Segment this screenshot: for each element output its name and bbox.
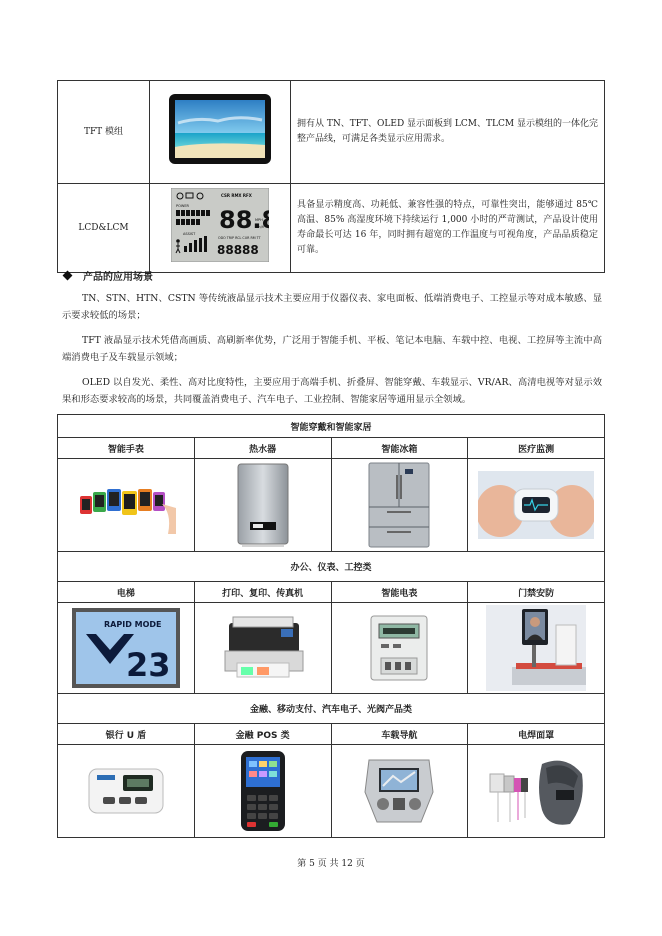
car-navigation-image — [331, 745, 468, 838]
printer-image — [194, 603, 331, 694]
app-label: 车载导航 — [331, 724, 468, 745]
elevator-mode-text: RAPID MODE — [103, 620, 162, 629]
app-label: 门禁安防 — [468, 582, 605, 603]
section-heading-text: 产品的应用场景 — [83, 272, 153, 283]
lcd-top-labels: CSR RMX RFX — [221, 193, 252, 198]
page-footer: 第 5 页 共 12 页 — [297, 859, 365, 869]
section-heading — [64, 268, 153, 283]
app-label: 智能电表 — [331, 582, 468, 603]
application-table — [57, 414, 605, 838]
paragraph: TFT 液晶显示技术凭借高画质、高刷新率优势，广泛用于智能手机、平板、笔记本电脑、车载中控、电视、工控屏等主流中高端消费电子及车载显示领域； — [62, 335, 602, 363]
product-table — [57, 80, 605, 273]
elevator-floor-digits: 23 — [125, 646, 171, 684]
product-description: 拥有从 TN、TFT、OLED 显示面板到 LCM、TLCM 显示模组的一体化完整产品线，可满足各类显示应用需求。 — [291, 81, 605, 184]
welding-mask-image — [468, 745, 605, 838]
usb-key-image — [58, 745, 195, 838]
tablet-beach-screen-image — [150, 81, 291, 184]
lcd-bottom-digits: 88888 — [217, 243, 259, 257]
pos-terminal-image — [194, 745, 331, 838]
group-title: 金融、移动支付、汽车电子、光阀产品类 — [58, 694, 605, 724]
diamond-bullet-icon — [63, 271, 73, 281]
medical-monitor-image — [468, 459, 605, 552]
lcd-big-digits: 88. — [219, 206, 262, 234]
lcd-unit-kmh: Km/h — [255, 225, 265, 229]
product-name: TFT 模组 — [58, 81, 150, 184]
elevator-display-image — [58, 603, 195, 694]
segment-lcd-display-image — [150, 184, 291, 273]
lcd-assist-label: ASSIST — [183, 232, 196, 236]
water-heater-image — [194, 459, 331, 552]
fridge-image — [331, 459, 468, 552]
lcd-bottom-labels: ODO TRIP RCL CUR RM TT — [218, 236, 261, 240]
paragraph: OLED 以自发光、柔性、高对比度特性，主要应用于高端手机、折叠屏、智能穿戴、车载显示、VR/AR、高清电视等对显示效果和形态要求较高的场景，共同覆盖消费电子、汽车电子、工业控制、智能家居等通用显示全领域。 — [62, 377, 602, 405]
group-title: 办公、仪表、工控类 — [58, 552, 605, 582]
app-label: 电梯 — [58, 582, 195, 603]
app-label: 热水器 — [194, 438, 331, 459]
app-label: 智能冰箱 — [331, 438, 468, 459]
lcd-power-label: POWER — [176, 204, 189, 208]
product-description: 具备显示精度高、功耗低、兼容性强的特点，可靠性突出，能够通过 85℃高温、85% 高湿度环境下持续运行 1,000 小时的严苛测试，产品设计使用寿命最长可达 16 年，同时拥有超宽的工作温度与可视角度，产品品质稳定可靠。 — [291, 184, 605, 273]
app-label: 医疗监测 — [468, 438, 605, 459]
group-title: 智能穿戴和智能家居 — [58, 415, 605, 438]
app-label: 电焊面罩 — [468, 724, 605, 745]
app-label: 打印、复印、传真机 — [194, 582, 331, 603]
lcd-unit-mph: MPH — [255, 218, 263, 222]
app-label: 银行 U 盾 — [58, 724, 195, 745]
app-label: 智能手表 — [58, 438, 195, 459]
smartwatch-image — [58, 459, 195, 552]
product-row — [58, 184, 605, 273]
product-name: LCD&LCM — [58, 184, 150, 273]
paragraph: TN、STN、HTN、CSTN 等传统液晶显示技术主要应用于仪器仪表、家电面板、低端消费电子、工控显示等对成本敏感、显示要求较低的场景； — [62, 293, 602, 321]
app-label: 金融 POS 类 — [194, 724, 331, 745]
product-row — [58, 81, 605, 184]
access-control-image — [468, 603, 605, 694]
electric-meter-image — [331, 603, 468, 694]
